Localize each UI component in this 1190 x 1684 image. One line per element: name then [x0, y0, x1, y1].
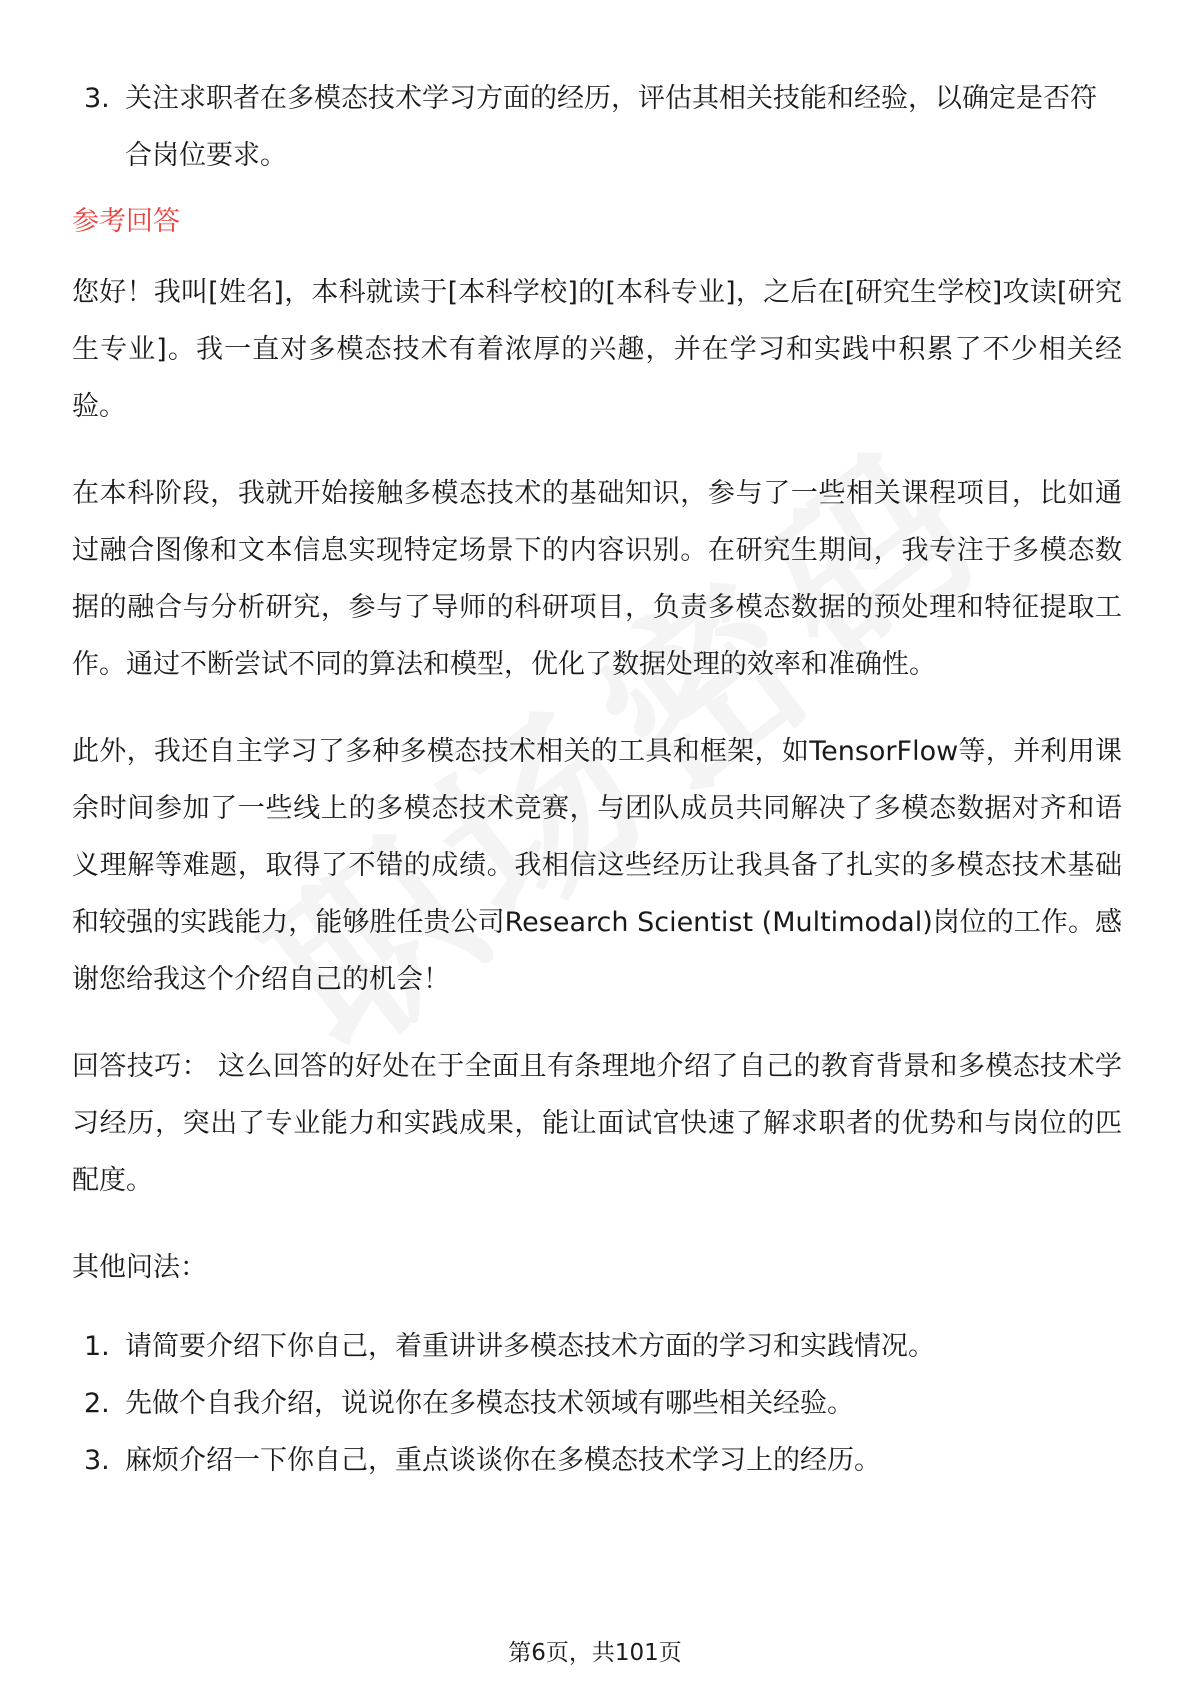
answer-paragraph-extra: 此外，我还自主学习了多种多模态技术相关的工具和框架，如TensorFlow等，并利用课余时间参加了一些线上的多模态技术竞赛，与团队成员共同解决了多模态数据对齐和语义理解等难题，取得了不错的成绩。我相信这些经历让我具备了扎实的多模态技术基础和较强的实践能力，能够胜任贵公司Research Scientist (Multimodal)岗位的工作。感谢您给我这个介绍自己的机会！	[72, 736, 1122, 995]
page-content	[72, 70, 1122, 1489]
list-text: 先做个自我介绍，说说你在多模态技术领域有哪些相关经验。	[125, 1388, 854, 1419]
list-item	[72, 70, 1122, 184]
list-text: 请简要介绍下你自己，着重讲讲多模态技术方面的学习和实践情况。	[125, 1331, 935, 1362]
list-number: 1.	[84, 1331, 110, 1362]
answer-paragraph-intro: 您好！我叫[姓名]，本科就读于[本科学校]的[本科专业]，之后在[研究生学校]攻读[研究生专业]。我一直对多模态技术有着浓厚的兴趣，并在学习和实践中积累了不少相关经验。	[72, 277, 1122, 422]
page-footer: 第6页，共101页	[508, 1640, 682, 1666]
answer-paragraph-study: 在本科阶段，我就开始接触多模态技术的基础知识，参与了一些相关课程项目，比如通过融合图像和文本信息实现特定场景下的内容识别。在研究生期间，我专注于多模态数据的融合与分析研究，参与了导师的科研项目，负责多模态数据的预处理和特征提取工作。通过不断尝试不同的算法和模型，优化了数据处理的效率和准确性。	[72, 478, 1122, 680]
other-questions-label: 其他问法：	[72, 1252, 207, 1283]
list-number: 2.	[84, 1388, 110, 1419]
alt-questions-list	[72, 1318, 1122, 1489]
list-number: 3.	[84, 83, 110, 114]
list-number: 3.	[84, 1445, 110, 1476]
list-item	[72, 1375, 1122, 1432]
list-text: 关注求职者在多模态技术学习方面的经历，评估其相关技能和经验，以确定是否符合岗位要求。	[125, 83, 1097, 171]
list-item	[72, 1318, 1122, 1375]
list-text: 麻烦介绍一下你自己，重点谈谈你在多模态技术学习上的经历。	[125, 1445, 881, 1476]
answer-tips-paragraph: 回答技巧： 这么回答的好处在于全面且有条理地介绍了自己的教育背景和多模态技术学习经历，突出了专业能力和实践成果，能让面试官快速了解求职者的优势和与岗位的匹配度。	[72, 1051, 1122, 1196]
top-list	[72, 70, 1122, 184]
section-title: 参考回答	[72, 206, 180, 237]
list-item	[72, 1432, 1122, 1489]
